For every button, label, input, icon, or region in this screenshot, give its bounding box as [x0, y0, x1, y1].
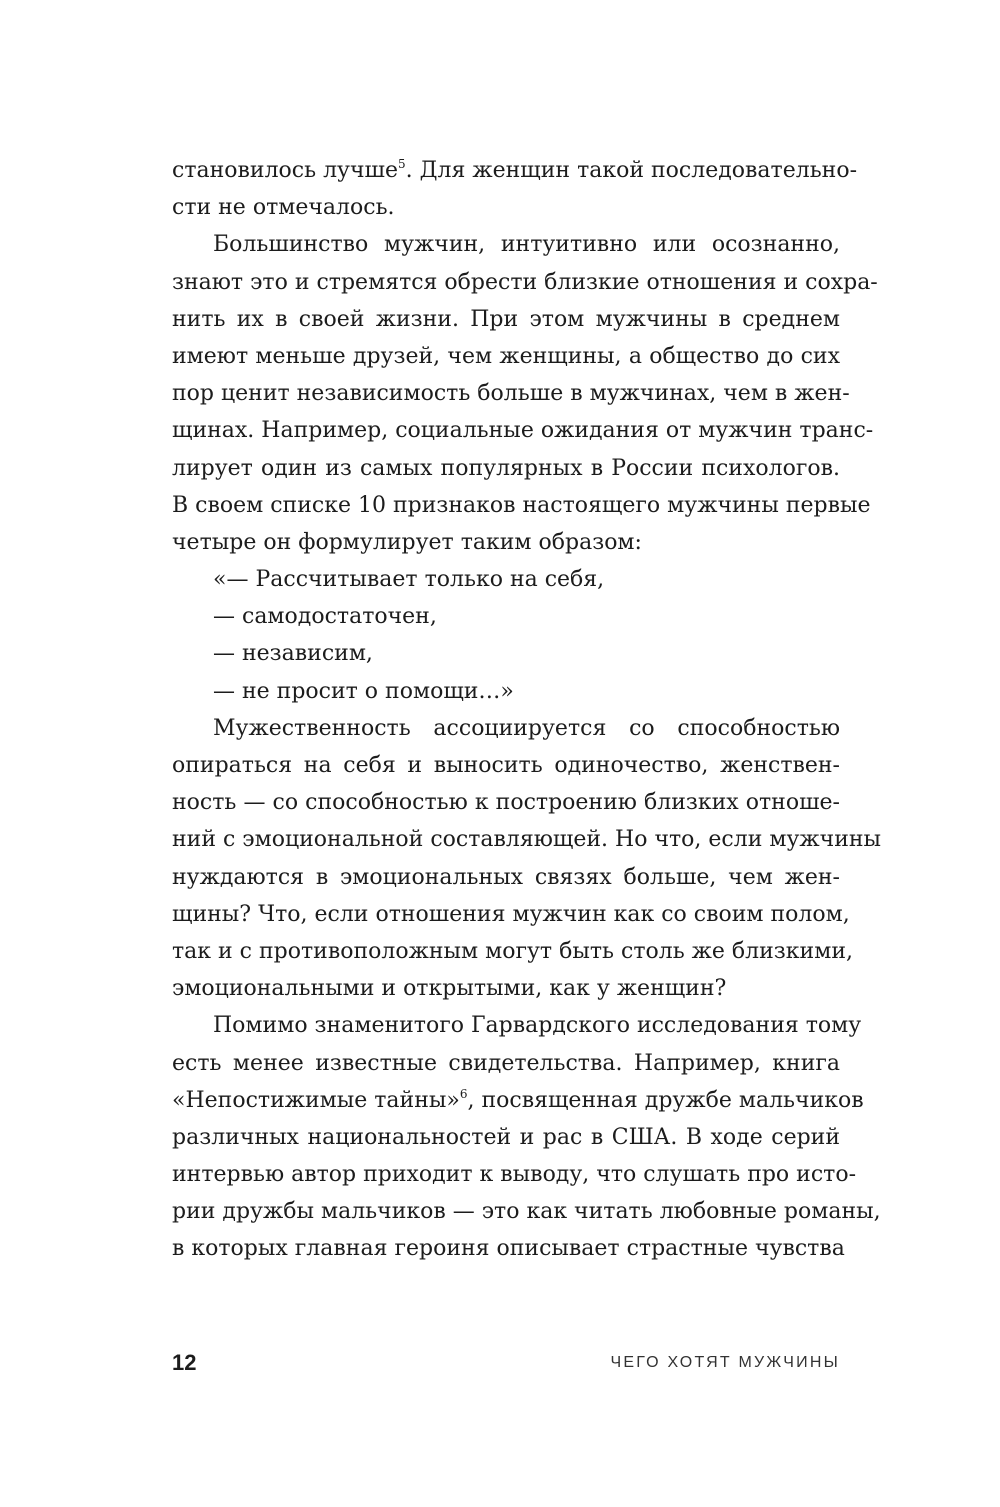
text-line: нуждаются в эмоциональных связях больше, чем жен- [172, 864, 840, 890]
text-line: так и с противоположным могут быть столь же близкими, [172, 938, 853, 964]
text-line [172, 1082, 864, 1119]
footnote-ref-6[interactable]: 6 [459, 1086, 468, 1101]
text-line: знают это и стремятся обрести близкие отношения и сохра- [172, 269, 878, 295]
quote-list-item: — самодостаточен, [213, 604, 437, 630]
text-line: ний с эмоциональной составляющей. Но что, если мужчины [172, 827, 882, 853]
text-line: В своем списке 10 признаков настоящего мужчины первые [172, 492, 871, 518]
text-line: щины? Что, если отношения мужчин как со своим полом, [172, 901, 850, 927]
text-line: имеют меньше друзей, чем женщины, а общество до сих [172, 343, 840, 369]
text-line: эмоциональными и открытыми, как у женщин? [172, 976, 727, 1002]
text-line: сти не отмечалось. [172, 195, 395, 221]
page-number: 12 [172, 1350, 197, 1375]
text-line: есть менее известные свидетельства. Например, книга [172, 1050, 840, 1076]
text-line: опираться на себя и выносить одиночество, женствен- [172, 753, 840, 778]
paragraph-start-line: Мужественность ассоциируется со способностью [213, 715, 840, 741]
body-text [172, 152, 882, 1268]
text-line: ность — со способностью к построению близких отноше- [172, 790, 840, 816]
paragraph-start-line: Большинство мужчин, интуитивно или осознанно, [213, 232, 840, 258]
text-line: четыре он формулирует таким образом: [172, 529, 642, 555]
text-fragment: «Непостижимые тайны» [172, 1087, 460, 1113]
text-line: пор ценит независимость больше в мужчинах, чем в жен- [172, 381, 850, 407]
text-line: лирует один из самых популярных в России психологов. [172, 455, 840, 481]
footnote-ref-5[interactable]: 5 [398, 157, 406, 171]
page-footer [172, 1350, 840, 1382]
text-line: щинах. Например, социальные ожидания от мужчин транс- [172, 418, 874, 444]
text-line: нить их в своей жизни. При этом мужчины в среднем [172, 306, 840, 332]
paragraph-start-line: Помимо знаменитого Гарвардского исследования тому [213, 1013, 862, 1039]
text-line [172, 152, 858, 189]
text-fragment: . Для женщин такой последовательно- [405, 158, 858, 183]
text-line: рии дружбы мальчиков — это как читать любовные романы, [172, 1199, 881, 1225]
quote-list-item: — независим, [213, 641, 373, 667]
text-line: различных национальностей и рас в США. В ходе серий [172, 1124, 840, 1150]
text-line: в которых главная героиня описывает страстные чувства [172, 1236, 845, 1262]
text-fragment: становилось лучше [172, 158, 399, 183]
quote-list-item: — не просит о помощи…» [213, 678, 514, 704]
running-title: ЧЕГО ХОТЯТ МУЖЧИНЫ [610, 1354, 840, 1371]
text-line: интервью автор приходит к выводу, что слушать про исто- [172, 1162, 857, 1188]
quote-list-item: «— Рассчитывает только на себя, [213, 567, 605, 593]
text-fragment: , посвященная дружбе мальчиков [467, 1087, 864, 1113]
